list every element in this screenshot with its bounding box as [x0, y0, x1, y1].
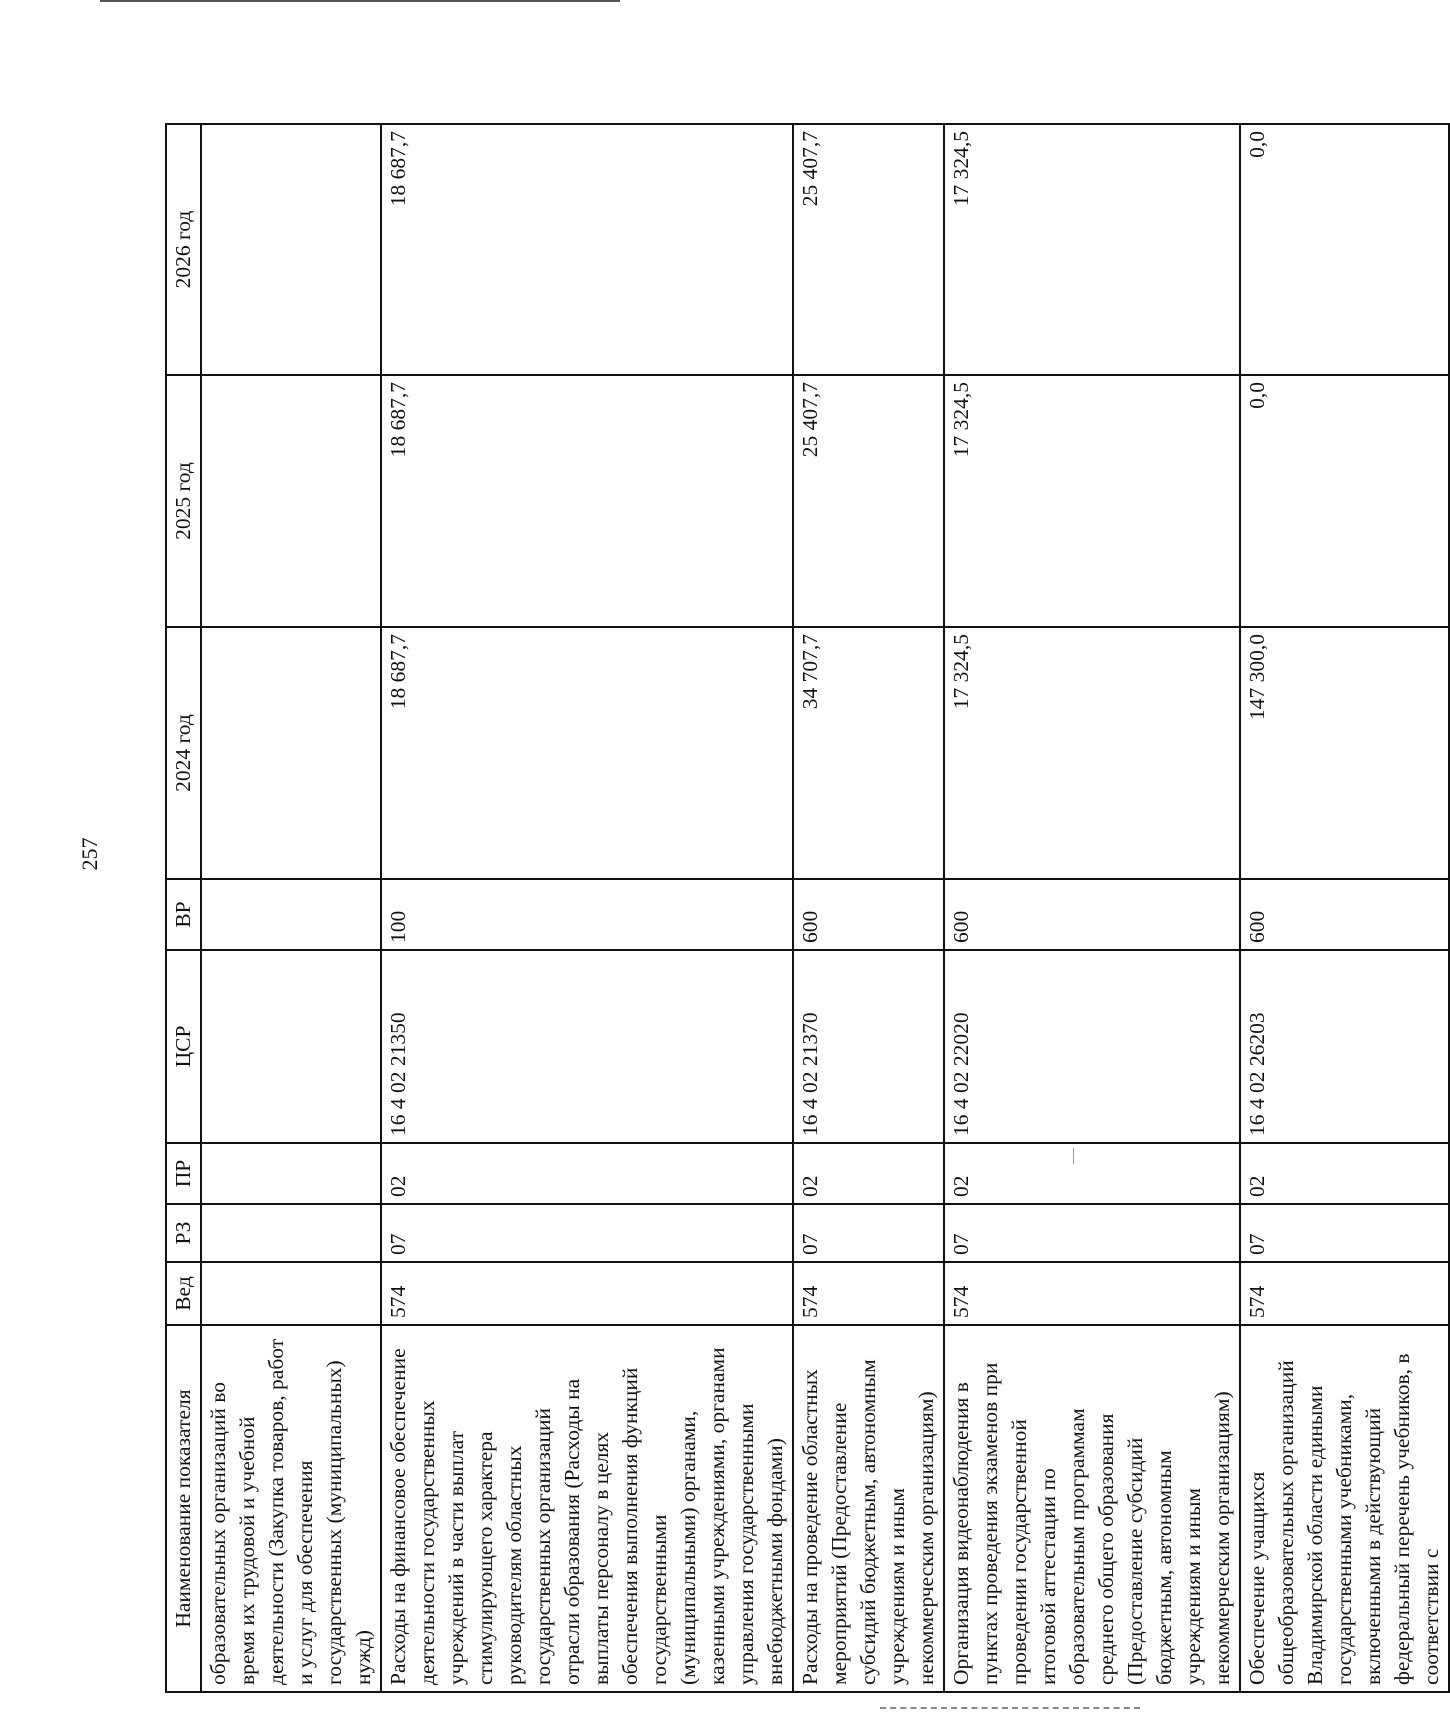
row-2026: 0,0 — [1240, 124, 1449, 375]
table-row — [793, 124, 944, 1692]
row-2024: 147 300,0 — [1240, 627, 1449, 879]
row-ved: 574 — [1240, 1262, 1449, 1325]
header-rz: РЗ — [166, 1204, 201, 1262]
row-vr: 100 — [381, 879, 793, 950]
row-2026: 18 687,7 — [381, 124, 793, 375]
row-2026: 25 407,7 — [793, 124, 944, 375]
row-2025 — [201, 375, 381, 627]
table-row — [381, 124, 793, 1692]
row-rz: 07 — [793, 1204, 944, 1262]
row-vr: 600 — [944, 879, 1240, 950]
header-pr: ПР — [166, 1143, 201, 1204]
budget-table — [165, 123, 1450, 1693]
budget-table-rotated — [165, 125, 1443, 1693]
row-2025: 0,0 — [1240, 375, 1449, 627]
row-2024: 34 707,7 — [793, 627, 944, 879]
row-2026: 17 324,5 — [944, 124, 1240, 375]
row-name: Обеспечение учащихся общеобразовательных организаций Владимирской области едиными государственными учебниками, включенными в действующий федеральный перечень учебников, в соответствии с — [1240, 1325, 1449, 1692]
header-2025: 2025 год — [166, 375, 201, 627]
header-ved: Вед — [166, 1262, 201, 1325]
row-csr: 16 4 02 21370 — [793, 950, 944, 1143]
row-csr: 16 4 02 21350 — [381, 950, 793, 1143]
page-number: 257 — [77, 837, 102, 871]
row-ved: 574 — [793, 1262, 944, 1325]
row-name: образовательных организаций во время их трудовой и учебной деятельности (Закупка товаров, работ и услуг для обеспечения государственных (муниципальных) нужд) — [201, 1325, 381, 1692]
header-2024: 2024 год — [166, 627, 201, 879]
row-pr — [201, 1143, 381, 1204]
table-header-row — [166, 124, 201, 1692]
row-pr: 02 — [793, 1143, 944, 1204]
row-ved — [201, 1262, 381, 1325]
header-vr: ВР — [166, 879, 201, 950]
row-2026 — [201, 124, 381, 375]
row-ved: 574 — [944, 1262, 1240, 1325]
row-name: Организация видеонаблюдения в пунктах проведения экзаменов при проведении государственной итоговой аттестации по образовательным программам среднего общего образования (Предоставление субсидий бюджетным, автономным учреждениям и иным некоммерческим организациям) — [944, 1325, 1240, 1692]
row-name: Расходы на финансовое обеспечение деятельности государственных учреждений в части выплат стимулирующего характера руководителям областных государственных организаций отрасли образования (Расходы на выплаты персоналу в целях обеспечения выполнения функций государственными (муниципальными) органами, казенными учреждениями, органами управления государственными внебюджетными фондами) — [381, 1325, 793, 1692]
row-rz — [201, 1204, 381, 1262]
row-csr: 16 4 02 26203 — [1240, 950, 1449, 1143]
row-2024: 17 324,5 — [944, 627, 1240, 879]
scan-edge-mark — [880, 1707, 1140, 1709]
row-csr: 16 4 02 22020 — [944, 950, 1240, 1143]
row-2025: 25 407,7 — [793, 375, 944, 627]
header-csr: ЦСР — [166, 950, 201, 1143]
row-vr: 600 — [1240, 879, 1449, 950]
row-2025: 18 687,7 — [381, 375, 793, 627]
row-2025: 17 324,5 — [944, 375, 1240, 627]
header-name: Наименование показателя — [166, 1325, 201, 1692]
row-name: Расходы на проведение областных мероприятий (Предоставление субсидий бюджетным, автономным учреждениям и иным некоммерческим организациям) — [793, 1325, 944, 1692]
header-2026: 2026 год — [166, 124, 201, 375]
row-2024: 18 687,7 — [381, 627, 793, 879]
table-row — [1240, 124, 1449, 1692]
row-2024 — [201, 627, 381, 879]
scan-edge-line — [100, 0, 620, 2]
row-pr: 02 — [1240, 1143, 1449, 1204]
table-row — [944, 124, 1240, 1692]
row-ved: 574 — [381, 1262, 793, 1325]
row-rz: 07 — [381, 1204, 793, 1262]
table-row — [201, 124, 381, 1692]
row-vr — [201, 879, 381, 950]
row-rz: 07 — [1240, 1204, 1449, 1262]
row-rz: 07 — [944, 1204, 1240, 1262]
row-pr: 02 — [381, 1143, 793, 1204]
row-csr — [201, 950, 381, 1143]
row-vr: 600 — [793, 879, 944, 950]
row-pr: 02 — [944, 1143, 1240, 1204]
